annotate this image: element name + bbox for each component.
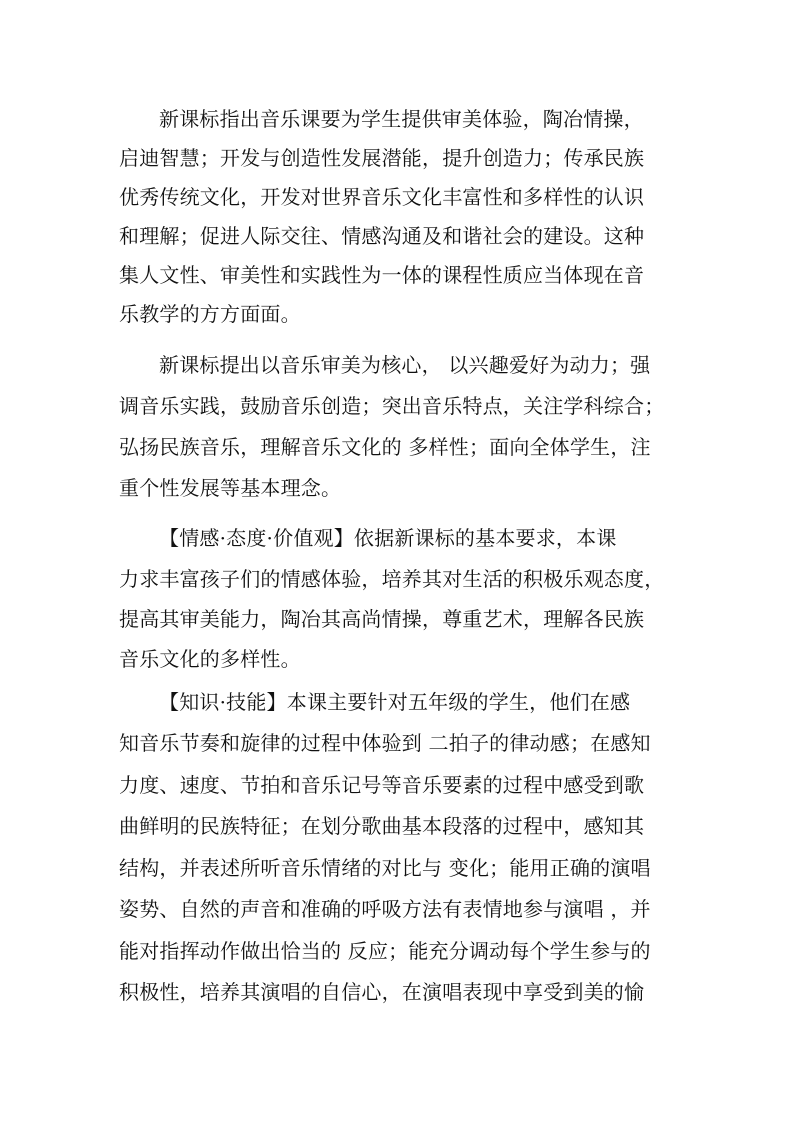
paragraph-3-line-1: 【情感·态度·价值观】依据新课标的基本要求，本课: [159, 526, 617, 550]
paragraph-1-line-4: 和理解；促进人际交往、情感沟通及和谐社会的建设。这种: [119, 224, 645, 248]
paragraph-4-line-5: 结构，并表述所听音乐情绪的对比与 变化；能用正确的演唱: [119, 856, 651, 880]
paragraph-4-line-8: 积极性，培养其演唱的自信心，在演唱表现中享受到美的愉: [119, 980, 645, 1004]
paragraph-2-line-4: 重个性发展等基本理念。: [119, 476, 342, 500]
paragraph-4-line-3: 力度、速度、节拍和音乐记号等音乐要素的过程中感受到歌: [119, 773, 645, 797]
paragraph-3-line-2: 力求丰富孩子们的情感体验，培养其对生活的积极乐观态度，: [119, 567, 665, 591]
paragraph-4-line-6: 姿势、自然的声音和准确的呼吸方法有表情地参与演唱 ，并: [119, 897, 651, 921]
paragraph-4-line-1: 【知识·技能】本课主要针对五年级的学生，他们在感: [159, 690, 631, 714]
paragraph-1-line-1: 新课标指出音乐课要为学生提供审美体验，陶冶情操，: [159, 107, 644, 131]
paragraph-1-line-6: 乐教学的方方面面。: [119, 302, 301, 326]
paragraph-4-line-4: 曲鲜明的民族特征；在划分歌曲基本段落的过程中，感知其: [119, 814, 645, 838]
paragraph-2-line-1: 新课标提出以音乐审美为核心， 以兴趣爱好为动力；强: [159, 353, 651, 377]
paragraph-1-line-5: 集人文性、审美性和实践性为一体的课程性质应当体现在音: [119, 263, 645, 287]
paragraph-4-line-2: 知音乐节奏和旋律的过程中体验到 二拍子的律动感；在感知: [119, 731, 651, 755]
paragraph-1-line-2: 启迪智慧；开发与创造性发展潜能，提升创造力；传承民族: [119, 146, 645, 170]
paragraph-4-line-7: 能对指挥动作做出恰当的 反应；能充分调动每个学生参与的: [119, 939, 651, 963]
paragraph-2-line-3: 弘扬民族音乐，理解音乐文化的 多样性；面向全体学生，注: [119, 435, 651, 459]
paragraph-3-line-3: 提高其审美能力，陶冶其高尚情操，尊重艺术，理解各民族: [119, 607, 645, 631]
paragraph-2-line-2: 调音乐实践，鼓励音乐创造；突出音乐特点，关注学科综合；: [119, 394, 665, 418]
paragraph-3-line-4: 音乐文化的多样性。: [119, 647, 301, 671]
paragraph-1-line-3: 优秀传统文化，开发对世界音乐文化丰富性和多样性的认识: [119, 185, 645, 209]
